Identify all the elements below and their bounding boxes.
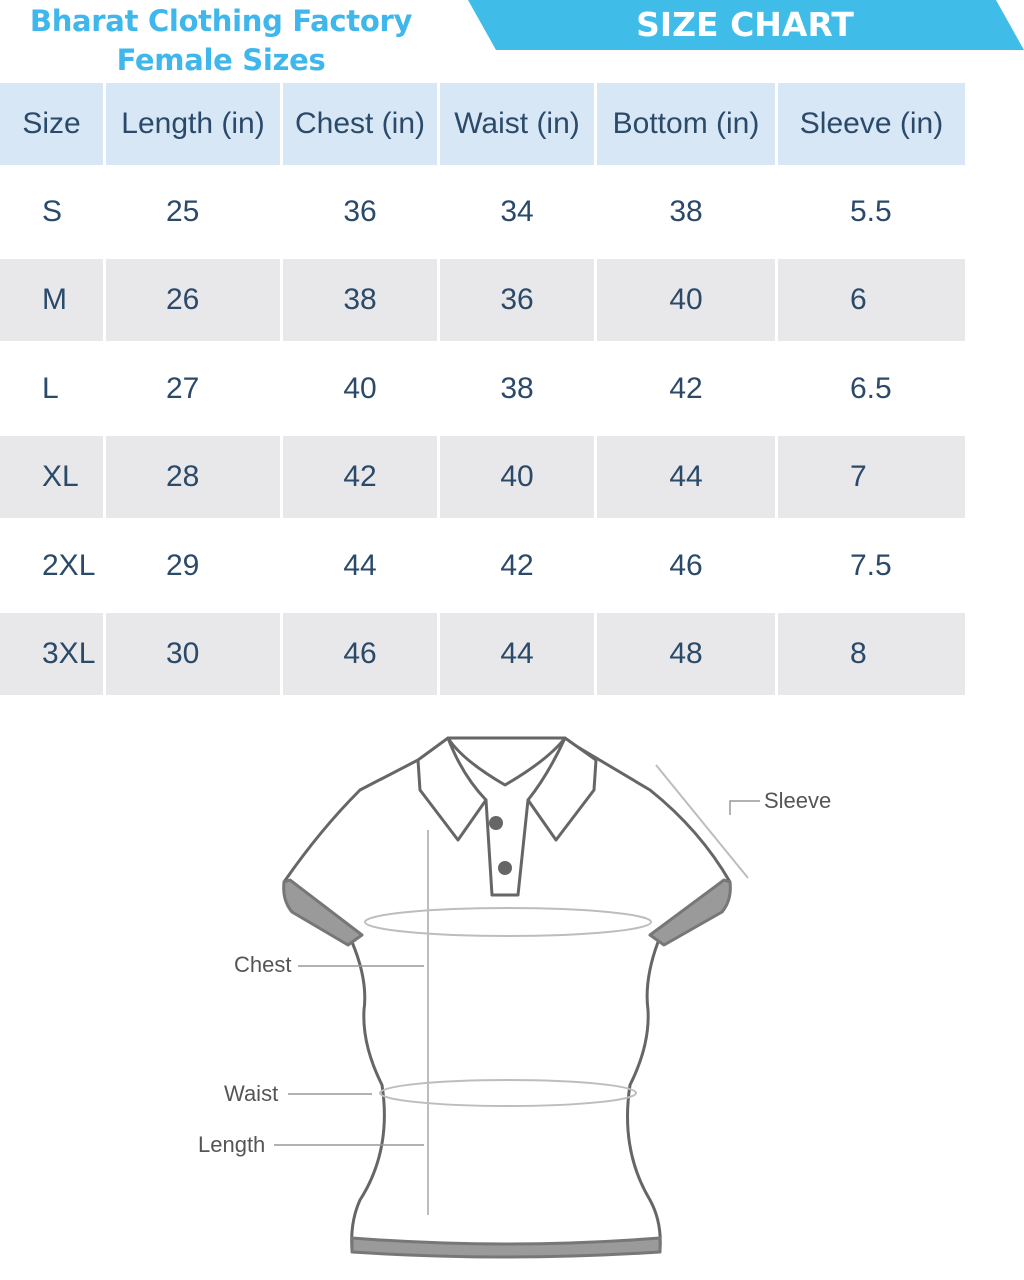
table-cell-size: L [42,371,59,405]
label-waist: Waist [224,1081,279,1106]
header-chest: Chest (in) [283,83,437,165]
table-cell-bottom: 38 [669,195,703,228]
table-cell-size: S [42,195,63,228]
table-cell-waist: 34 [500,195,534,228]
table-cell-chest: 46 [283,613,437,695]
header-sleeve: Sleeve (in) [778,83,965,165]
table-cell-length: 30 [106,613,280,695]
brand-subtitle: Female Sizes [116,43,326,77]
table-cell-bottom: 42 [669,371,703,405]
table-cell-length: 27 [166,371,200,405]
header-bottom: Bottom (in) [597,83,775,165]
label-length: Length [198,1132,266,1157]
table-cell-bottom: 40 [597,259,775,341]
table-cell-size: 3XL [0,613,103,695]
button-top [489,816,503,830]
table-cell-chest: 36 [343,195,377,228]
table-cell-sleeve: 6.5 [850,371,892,405]
table-cell-sleeve: 7 [778,436,965,518]
table-cell-length: 25 [166,195,200,228]
table-cell-waist: 42 [500,548,534,582]
table-cell-sleeve: 7.5 [850,548,892,582]
shirt-diagram [0,720,1024,1280]
label-sleeve: Sleeve [764,788,832,813]
table-cell-waist: 38 [500,371,534,405]
label-chest: Chest [234,952,292,977]
size-chart-table [0,83,960,695]
table-cell-waist: 40 [440,436,594,518]
brand-name: Bharat Clothing Factory [29,4,413,38]
table-cell-bottom: 48 [597,613,775,695]
table-cell-sleeve: 6 [778,259,965,341]
table-cell-bottom: 44 [597,436,775,518]
header-size: Size [0,83,103,165]
table-cell-size: XL [0,436,103,518]
header-length: Length (in) [106,83,280,165]
button-bottom [498,861,512,875]
table-cell-length: 26 [106,259,280,341]
sleeve-leader [730,801,760,815]
table-cell-chest: 38 [283,259,437,341]
table-cell-length: 29 [166,548,200,582]
table-cell-size: M [0,259,103,341]
table-cell-chest: 42 [283,436,437,518]
banner-title: SIZE CHART [636,5,854,44]
table-cell-size: 2XL [42,548,96,582]
table-cell-waist: 44 [440,613,594,695]
table-cell-waist: 36 [440,259,594,341]
table-cell-length: 28 [106,436,280,518]
table-cell-chest: 40 [343,371,377,405]
table-cell-chest: 44 [343,548,377,582]
table-cell-bottom: 46 [669,548,703,582]
table-cell-sleeve: 5.5 [850,195,892,228]
header-waist: Waist (in) [440,83,594,165]
table-cell-sleeve: 8 [778,613,965,695]
